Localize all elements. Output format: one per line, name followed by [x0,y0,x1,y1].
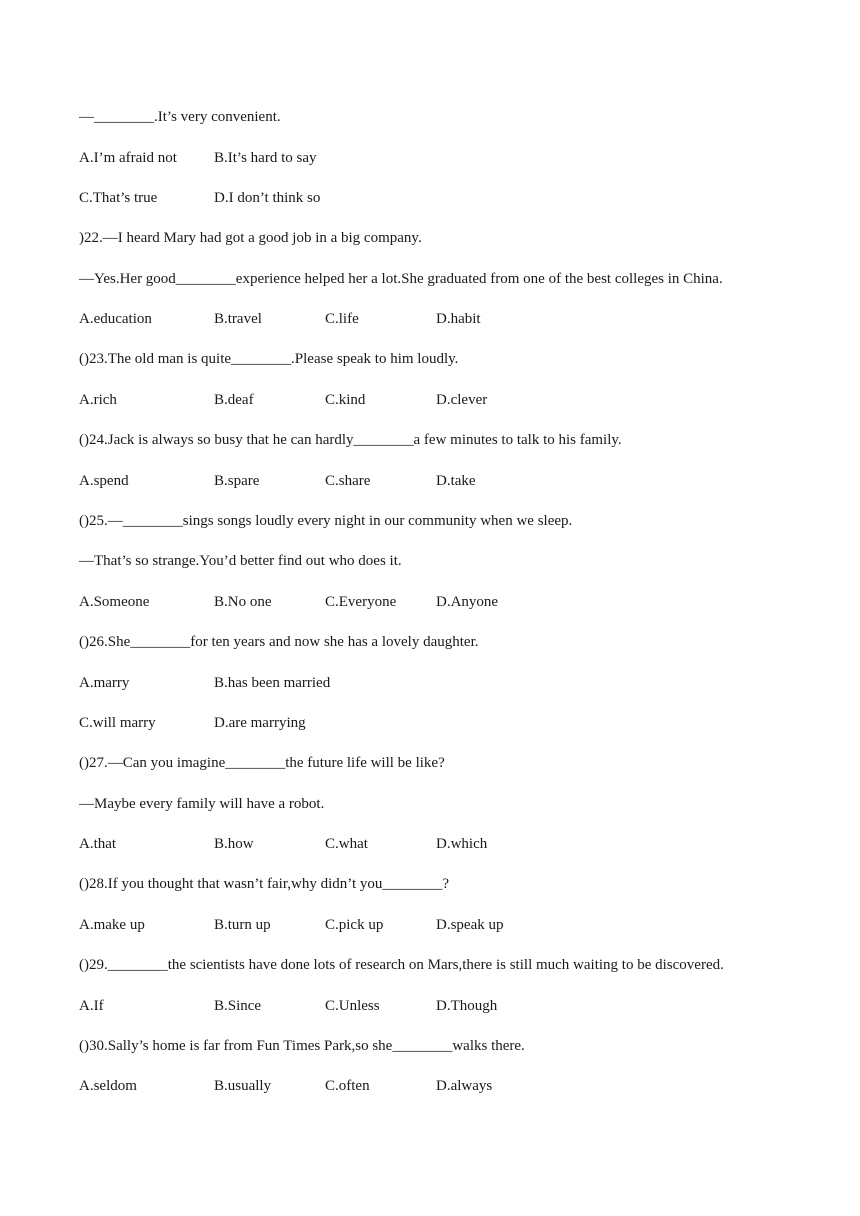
option: B.It’s hard to say [214,150,317,166]
option: C.pick up [325,917,384,933]
option: D.take [436,473,476,489]
option: B.No one [214,594,272,610]
question-line: ()26.She________for ten years and now she has a lovely daughter. [79,634,479,650]
option: C.life [325,311,359,327]
option: A.that [79,836,117,852]
question-line: —Maybe every family will have a robot. [79,796,325,812]
question-line: ()28.If you thought that wasn’t fair,why didn’t you________? [79,876,450,892]
option: C.share [325,473,371,489]
option: C.what [325,836,368,852]
option: C.often [325,1078,370,1094]
option: A.education [79,311,152,327]
question-line: ()25.—________sings songs loudly every night in our community when we sleep. [79,513,573,529]
option: B.has been married [214,675,331,691]
option: D.clever [436,392,488,408]
option: B.Since [214,998,262,1014]
question-line: —Yes.Her good________experience helped her a lot.She graduated from one of the best colleges in China. [79,271,723,287]
question-line: —That’s so strange.You’d better find out who does it. [79,553,402,569]
option: D.I don’t think so [214,190,321,206]
question-line: )22.—I heard Mary had got a good job in a big company. [79,230,422,246]
option: A.I’m afraid not [79,150,177,166]
option: B.deaf [214,392,254,408]
option: D.Anyone [436,594,499,610]
question-line: ()30.Sally’s home is far from Fun Times Park,so she________walks there. [79,1038,525,1054]
option: A.marry [79,675,130,691]
option: C.That’s true [79,190,158,206]
option: B.travel [214,311,262,327]
option: A.Someone [79,594,150,610]
question-line: ()27.—Can you imagine________the future life will be like? [79,755,445,771]
option: C.Unless [325,998,380,1014]
option: D.which [436,836,488,852]
option: A.rich [79,392,117,408]
option: D.Though [436,998,498,1014]
option: C.kind [325,392,366,408]
question-line: —________.It’s very convenient. [79,109,281,125]
option: C.will marry [79,715,156,731]
question-line: ()23.The old man is quite________.Please speak to him loudly. [79,351,459,367]
option: A.If [79,998,104,1014]
option: B.usually [214,1078,272,1094]
option: C.Everyone [325,594,397,610]
option: B.turn up [214,917,271,933]
option: D.speak up [436,917,504,933]
option: B.spare [214,473,260,489]
question-line: ()24.Jack is always so busy that he can hardly________a few minutes to talk to his family. [79,432,622,448]
option: D.are marrying [214,715,306,731]
option: B.how [214,836,254,852]
option: A.make up [79,917,145,933]
option: A.spend [79,473,129,489]
question-line: ()29.________the scientists have done lots of research on Mars,there is still much waiting to be discovered. [79,957,724,973]
option: D.habit [436,311,481,327]
option: D.always [436,1078,493,1094]
option: A.seldom [79,1078,137,1094]
